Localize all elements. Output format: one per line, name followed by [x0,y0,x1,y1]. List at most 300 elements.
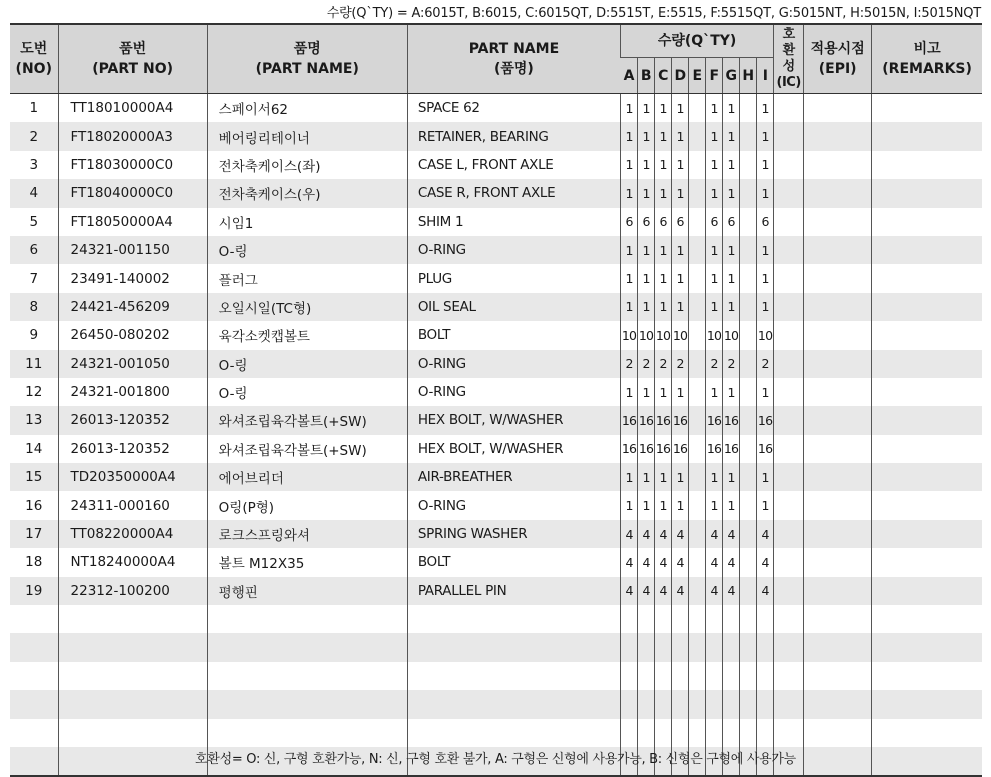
cell-qty [621,633,638,661]
cell-no: 4 [10,179,58,207]
cell-epi [804,208,872,236]
cell-qty: 16 [723,406,740,434]
cell-qty [689,264,706,292]
cell-qty [689,378,706,406]
cell-qty: 1 [621,151,638,179]
cell-qty [638,690,655,718]
cell-qty: 1 [672,264,689,292]
cell-no: 16 [25,497,43,514]
cell-remarks [872,690,982,718]
cell-no: 6 [10,236,58,264]
cell-epi [804,633,872,661]
header-part-name-en: PART NAME (품명) [407,24,620,94]
cell-qty [706,719,723,747]
cell-ic [774,378,804,406]
cell-part-no: 24311-000160 [58,491,207,519]
cell-no: 2 [10,122,58,150]
cell-part-name-en [407,719,620,747]
table-row [10,151,982,179]
cell-qty [740,151,757,179]
table-row [10,633,982,661]
cell-qty: 1 [757,463,774,491]
table-row [10,577,982,605]
qty-legend: 수량(Q`TY) = A:6015T, B:6015, C:6015QT, D:5515T, E:5515, F:5515QT, G:5015NT, H:5015N, I:5015NQT [326,6,981,21]
cell-part-name-en: HEX BOLT, W/WASHER [407,406,620,434]
table-header [10,24,982,94]
header-qty-col: C [655,58,672,94]
cell-ic [774,208,804,236]
cell-part-name-kr: 에어브리더 [207,463,407,491]
cell-qty [655,605,672,633]
cell-part-name-kr: 볼트 M12X35 [207,548,407,576]
cell-qty: 4 [672,520,689,548]
cell-no: 14 [25,440,43,457]
header-qty: 수량(Q`TY) [621,24,774,58]
cell-ic [774,179,804,207]
cell-part-name-en: OIL SEAL [407,293,620,321]
cell-ic [774,264,804,292]
header-epi: 적용시점 (EPI) [804,24,872,94]
cell-no: 7 [29,270,39,287]
cell-qty: 1 [672,236,689,264]
cell-part-name-kr: 플러그 [207,264,407,292]
cell-qty: 2 [757,350,774,378]
cell-qty: 16 [655,406,672,434]
cell-qty: 4 [672,548,689,576]
cell-qty [689,208,706,236]
cell-no [10,719,58,747]
cell-qty: 1 [757,179,774,207]
cell-part-no [58,633,207,661]
cell-ic [774,350,804,378]
table-row [10,662,982,690]
cell-epi [804,179,872,207]
cell-qty [740,463,757,491]
cell-qty: 1 [655,378,672,406]
cell-ic [774,605,804,633]
cell-qty: 6 [621,208,638,236]
cell-qty: 1 [621,293,638,321]
cell-part-name-en: BOLT [407,321,620,349]
cell-qty [621,690,638,718]
cell-qty: 1 [672,491,689,519]
cell-part-name-en: SHIM 1 [407,208,620,236]
cell-qty: 6 [706,208,723,236]
cell-remarks [872,662,982,690]
cell-qty: 1 [723,264,740,292]
table-row [10,293,982,321]
cell-epi [804,491,872,519]
cell-qty [689,435,706,463]
cell-part-name-en: O-RING [407,491,620,519]
cell-qty: 10 [672,321,689,349]
cell-qty: 1 [638,463,655,491]
cell-qty: 1 [621,264,638,292]
cell-qty: 16 [638,406,655,434]
cell-ic [774,151,804,179]
cell-qty: 1 [706,179,723,207]
cell-qty: 2 [723,350,740,378]
cell-qty [740,122,757,150]
cell-part-name-kr: 시임1 [207,208,407,236]
cell-qty [706,633,723,661]
cell-qty [672,690,689,718]
cell-part-no: 22312-100200 [58,577,207,605]
cell-qty: 6 [638,208,655,236]
table-row [10,406,982,434]
cell-part-no [58,605,207,633]
cell-qty: 1 [621,491,638,519]
cell-qty: 1 [672,122,689,150]
cell-no: 17 [10,520,58,548]
cell-epi [804,406,872,434]
cell-ic [774,435,804,463]
cell-qty: 10 [723,321,740,349]
cell-epi [804,264,872,292]
cell-part-name-kr [207,690,407,718]
cell-part-no: FT18050000A4 [58,208,207,236]
cell-qty: 4 [672,577,689,605]
cell-qty [740,577,757,605]
cell-qty: 4 [706,548,723,576]
cell-qty: 1 [723,179,740,207]
cell-qty [655,662,672,690]
cell-part-name-kr [207,605,407,633]
cell-qty [723,719,740,747]
cell-qty [689,463,706,491]
cell-part-name-en: AIR-BREATHER [407,463,620,491]
cell-part-name-en [407,605,620,633]
cell-qty: 1 [638,264,655,292]
cell-qty: 10 [706,321,723,349]
cell-qty [740,179,757,207]
cell-qty: 4 [621,577,638,605]
cell-part-name-en: O-RING [407,236,620,264]
cell-qty: 1 [723,122,740,150]
cell-qty: 1 [757,151,774,179]
cell-part-name-en [407,662,620,690]
cell-epi [804,378,872,406]
cell-qty: 16 [757,406,774,434]
cell-part-name-en [407,690,620,718]
header-no: 도번 (NO) [10,24,58,94]
cell-qty: 1 [655,293,672,321]
cell-epi [804,122,872,150]
cell-remarks [872,520,982,548]
cell-qty [740,548,757,576]
cell-remarks [872,406,982,434]
cell-qty [689,321,706,349]
cell-part-name-en: PARALLEL PIN [407,577,620,605]
cell-part-name-kr: O링(P형) [207,491,407,519]
cell-part-no: TT18010000A4 [58,94,207,123]
cell-part-no: TD20350000A4 [58,463,207,491]
cell-part-name-en: HEX BOLT, W/WASHER [407,435,620,463]
cell-qty: 1 [672,151,689,179]
cell-qty: 10 [621,321,638,349]
cell-qty: 1 [638,378,655,406]
table-row [10,463,982,491]
cell-part-name-en: SPRING WASHER [407,520,620,548]
cell-ic [774,690,804,718]
cell-part-name-kr: 로크스프링와셔 [207,520,407,548]
cell-epi [804,463,872,491]
cell-no: 5 [29,213,39,230]
cell-qty: 4 [638,577,655,605]
table-row [10,690,982,718]
cell-remarks [872,491,982,519]
parts-table [10,23,982,777]
cell-epi [804,151,872,179]
cell-part-name-kr: O-링 [207,236,407,264]
cell-no: 3 [29,156,39,173]
cell-part-name-kr: 스페이서62 [207,94,407,123]
cell-qty: 4 [706,520,723,548]
cell-qty: 4 [655,548,672,576]
cell-qty: 1 [638,179,655,207]
table-row [10,491,982,519]
cell-qty: 16 [672,406,689,434]
cell-part-name-kr: 베어링리테이너 [207,122,407,150]
cell-qty: 16 [621,435,638,463]
cell-qty [757,605,774,633]
cell-qty: 2 [655,350,672,378]
cell-part-no: 26013-120352 [58,435,207,463]
cell-ic [774,719,804,747]
cell-qty: 6 [723,208,740,236]
cell-qty: 1 [757,122,774,150]
table-row [10,605,982,633]
cell-qty: 4 [638,548,655,576]
cell-ic [774,520,804,548]
cell-epi [804,690,872,718]
cell-qty: 4 [723,548,740,576]
cell-qty: 1 [706,293,723,321]
header-qty-col: H [740,58,757,94]
cell-ic [774,463,804,491]
cell-qty [655,690,672,718]
table-row [10,548,982,576]
cell-ic [774,577,804,605]
cell-qty [621,719,638,747]
cell-epi [804,520,872,548]
cell-qty: 2 [672,350,689,378]
cell-no [10,690,58,718]
cell-remarks [872,151,982,179]
cell-qty [723,605,740,633]
cell-qty [689,236,706,264]
cell-qty: 2 [621,350,638,378]
cell-qty: 1 [655,264,672,292]
cell-qty [740,264,757,292]
cell-part-no: 26013-120352 [58,406,207,434]
cell-ic [774,633,804,661]
cell-epi [804,605,872,633]
cell-qty [757,690,774,718]
cell-qty [672,605,689,633]
cell-qty: 6 [655,208,672,236]
cell-epi [804,548,872,576]
cell-qty: 1 [757,293,774,321]
cell-part-name-kr: 오일시일(TC형) [207,293,407,321]
cell-remarks [872,293,982,321]
header-qty-col: I [757,58,774,94]
table-row [10,179,982,207]
cell-qty: 1 [706,491,723,519]
cell-part-name-en: CASE R, FRONT AXLE [407,179,620,207]
cell-no: 8 [10,293,58,321]
cell-remarks [872,208,982,236]
cell-qty: 1 [706,94,723,123]
cell-qty: 4 [757,548,774,576]
cell-qty [672,662,689,690]
cell-remarks [872,463,982,491]
cell-qty: 1 [621,378,638,406]
table-body [10,94,982,777]
header-qty-col: B [638,58,655,94]
cell-qty [740,208,757,236]
cell-qty: 1 [706,151,723,179]
cell-qty [689,690,706,718]
cell-qty [740,605,757,633]
cell-qty: 2 [706,350,723,378]
cell-qty [706,690,723,718]
cell-qty: 1 [757,264,774,292]
cell-qty: 16 [621,406,638,434]
cell-qty: 1 [757,491,774,519]
cell-qty [689,577,706,605]
cell-no: 11 [10,350,58,378]
cell-qty [689,350,706,378]
cell-qty: 4 [723,520,740,548]
cell-qty: 1 [621,236,638,264]
cell-ic [774,236,804,264]
cell-part-no: 24321-001150 [58,236,207,264]
cell-part-no: 24321-001050 [58,350,207,378]
cell-no: 13 [10,406,58,434]
cell-qty [672,633,689,661]
cell-qty: 1 [723,236,740,264]
table-row [10,378,982,406]
cell-qty [740,321,757,349]
cell-qty: 4 [723,577,740,605]
cell-qty: 1 [655,122,672,150]
header-qty-col: A [621,58,638,94]
cell-qty: 4 [757,520,774,548]
cell-qty: 6 [672,208,689,236]
cell-ic [774,662,804,690]
cell-part-name-kr [207,719,407,747]
cell-remarks [872,577,982,605]
cell-qty [740,94,757,123]
cell-qty: 16 [672,435,689,463]
cell-part-no: 23491-140002 [58,264,207,292]
cell-part-name-en: CASE L, FRONT AXLE [407,151,620,179]
cell-part-no [58,690,207,718]
table-row [10,208,982,236]
header-part-name-kr: 품명 (PART NAME) [207,24,407,94]
cell-qty [723,633,740,661]
cell-part-no: 26450-080202 [58,321,207,349]
cell-qty: 1 [638,491,655,519]
cell-qty: 1 [706,378,723,406]
cell-qty: 10 [655,321,672,349]
table-row [10,719,982,747]
cell-part-no: NT18240000A4 [58,548,207,576]
cell-qty: 1 [638,94,655,123]
cell-qty: 1 [757,378,774,406]
cell-qty: 4 [655,577,672,605]
cell-qty: 16 [706,435,723,463]
cell-qty: 1 [638,122,655,150]
cell-qty [740,350,757,378]
cell-qty [757,633,774,661]
cell-qty [706,662,723,690]
cell-part-name-kr: O-링 [207,350,407,378]
cell-qty [757,719,774,747]
table-row [10,94,982,123]
cell-remarks [872,236,982,264]
cell-qty: 1 [621,122,638,150]
cell-part-no: FT18040000C0 [58,179,207,207]
cell-epi [804,94,872,123]
cell-no: 1 [29,100,39,117]
cell-qty [740,690,757,718]
cell-ic [774,293,804,321]
cell-qty [638,605,655,633]
cell-part-name-en [407,633,620,661]
cell-no: 12 [25,384,43,401]
cell-qty: 1 [672,293,689,321]
cell-qty: 1 [638,236,655,264]
cell-no [10,633,58,661]
cell-qty [740,406,757,434]
cell-qty: 4 [621,548,638,576]
cell-no: 18 [25,554,43,571]
cell-epi [804,321,872,349]
cell-part-name-en: BOLT [407,548,620,576]
header-qty-col: F [706,58,723,94]
cell-qty: 10 [638,321,655,349]
cell-qty [655,633,672,661]
cell-ic [774,321,804,349]
cell-qty: 1 [757,236,774,264]
table-row [10,264,982,292]
cell-qty [689,491,706,519]
cell-qty: 16 [655,435,672,463]
cell-qty [689,719,706,747]
cell-qty [740,491,757,519]
cell-qty [757,662,774,690]
cell-qty [689,605,706,633]
table-row [10,236,982,264]
cell-remarks [872,548,982,576]
cell-qty: 16 [723,435,740,463]
cell-ic [774,122,804,150]
header-ic: 호 환 성 (IC) [774,24,804,94]
cell-part-no: TT08220000A4 [58,520,207,548]
cell-epi [804,236,872,264]
cell-part-name-kr: 평행핀 [207,577,407,605]
cell-qty: 1 [706,122,723,150]
cell-epi [804,662,872,690]
cell-qty [638,662,655,690]
cell-remarks [872,605,982,633]
cell-no: 19 [10,577,58,605]
compatibility-footnote: 호환성= O: 신, 구형 호환가능, N: 신, 구형 호환 불가, A: 구형은 신형에 사용가능, B: 신형은 구형에 사용가능 [195,752,796,767]
cell-part-no: 24421-456209 [58,293,207,321]
cell-part-name-kr [207,633,407,661]
